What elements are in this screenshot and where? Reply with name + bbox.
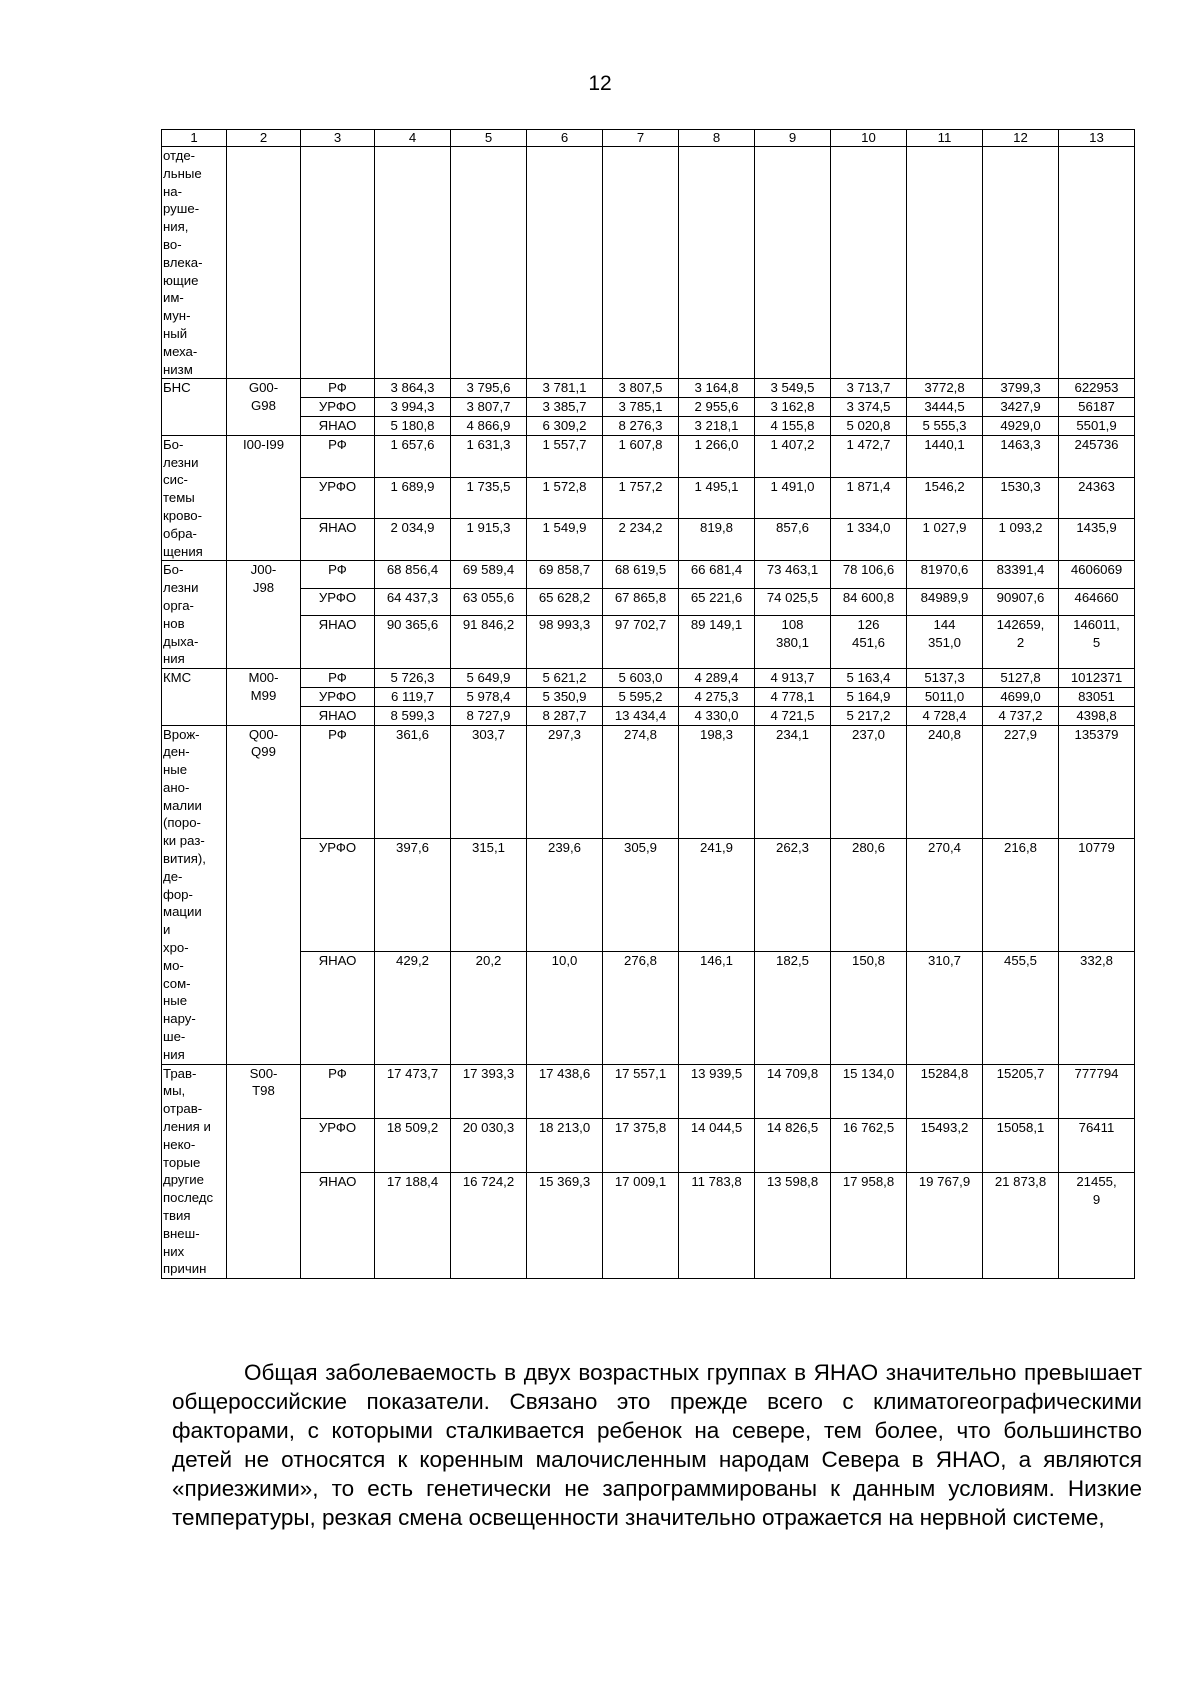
table-cell [983, 147, 1059, 379]
table-cell: 8 599,3 [375, 706, 451, 725]
table-cell: 1 334,0 [831, 519, 907, 561]
table-cell: 84 600,8 [831, 588, 907, 615]
table-cell: 3427,9 [983, 398, 1059, 417]
table-header-row [162, 130, 1135, 147]
table-cell: 1 607,8 [603, 435, 679, 477]
table-cell: 5 180,8 [375, 416, 451, 435]
table-cell: 97 702,7 [603, 615, 679, 668]
table-cell: 13 434,4 [603, 706, 679, 725]
table-cell: 5 163,4 [831, 669, 907, 688]
table-cell: 1 557,7 [527, 435, 603, 477]
table-cell: 65 628,2 [527, 588, 603, 615]
table-cell: 1 093,2 [983, 519, 1059, 561]
table-cell: 5 555,3 [907, 416, 983, 435]
table-cell: 3 713,7 [831, 379, 907, 398]
icd-code: I00-I99 [227, 435, 301, 561]
table-cell: 1 572,8 [527, 477, 603, 519]
table-cell [679, 147, 755, 379]
table-cell: 15 134,0 [831, 1064, 907, 1118]
table-cell: 4929,0 [983, 416, 1059, 435]
column-header: 3 [301, 130, 375, 147]
table-cell: 1012371 [1059, 669, 1135, 688]
table-cell: 15 369,3 [527, 1173, 603, 1279]
table-cell: 182,5 [755, 951, 831, 1064]
table-cell: 144 351,0 [907, 615, 983, 668]
table-cell: 84989,9 [907, 588, 983, 615]
table-cell: 4 728,4 [907, 706, 983, 725]
column-header: 2 [227, 130, 301, 147]
table-cell: 21 873,8 [983, 1173, 1059, 1279]
table-cell: 227,9 [983, 725, 1059, 838]
table-cell: 4 330,0 [679, 706, 755, 725]
table-cell: 17 958,8 [831, 1173, 907, 1279]
table-row [162, 477, 1135, 519]
table-row [162, 588, 1135, 615]
table-cell: 455,5 [983, 951, 1059, 1064]
table-row [162, 1173, 1135, 1279]
table-cell: 78 106,6 [831, 561, 907, 588]
table-cell: 83391,4 [983, 561, 1059, 588]
table-cell: 5 350,9 [527, 687, 603, 706]
region-label: ЯНАО [301, 615, 375, 668]
column-header: 12 [983, 130, 1059, 147]
table-row [162, 687, 1135, 706]
table-cell: 397,6 [375, 838, 451, 951]
table-cell: 14 826,5 [755, 1119, 831, 1173]
table-cell: 262,3 [755, 838, 831, 951]
table-cell: 1 689,9 [375, 477, 451, 519]
table-cell: 4 737,2 [983, 706, 1059, 725]
column-header: 8 [679, 130, 755, 147]
table-cell: 5 726,3 [375, 669, 451, 688]
table-cell: 237,0 [831, 725, 907, 838]
table-cell: 819,8 [679, 519, 755, 561]
table-cell: 69 858,7 [527, 561, 603, 588]
disease-group-name: БНС [162, 379, 227, 435]
region-label: РФ [301, 669, 375, 688]
table-cell: 17 009,1 [603, 1173, 679, 1279]
table-cell: 10779 [1059, 838, 1135, 951]
table-cell: 1 735,5 [451, 477, 527, 519]
table-cell: 14 709,8 [755, 1064, 831, 1118]
table-cell: 81970,6 [907, 561, 983, 588]
disease-group-name: Трав- мы, отрав- ления и неко- торые другие последс твия внеш- них причин [162, 1064, 227, 1279]
table-cell: 150,8 [831, 951, 907, 1064]
table-cell: 2 234,2 [603, 519, 679, 561]
table-cell: 5 164,9 [831, 687, 907, 706]
page-number: 12 [588, 72, 612, 95]
table-cell: 1 266,0 [679, 435, 755, 477]
table-cell: 1 915,3 [451, 519, 527, 561]
table-cell: 3 549,5 [755, 379, 831, 398]
table-cell: 64 437,3 [375, 588, 451, 615]
table-cell: 3 807,5 [603, 379, 679, 398]
table-cell: 1 027,9 [907, 519, 983, 561]
disease-group-name: Бо- лезни сис- темы крово- обра- щения [162, 435, 227, 561]
table-cell: 305,9 [603, 838, 679, 951]
table-cell: 1 631,3 [451, 435, 527, 477]
disease-group-name: Бо- лезни орга- нов дыха- ния [162, 561, 227, 669]
table-cell: 5 621,2 [527, 669, 603, 688]
table-cell: 17 557,1 [603, 1064, 679, 1118]
table-row [162, 379, 1135, 398]
table-cell: 5 978,4 [451, 687, 527, 706]
table-cell: 68 619,5 [603, 561, 679, 588]
table-cell: 240,8 [907, 725, 983, 838]
table-cell: 777794 [1059, 1064, 1135, 1118]
region-label: ЯНАО [301, 416, 375, 435]
table-cell: 90 365,6 [375, 615, 451, 668]
region-label: ЯНАО [301, 519, 375, 561]
table-cell: 1440,1 [907, 435, 983, 477]
table-cell: 310,7 [907, 951, 983, 1064]
table-cell: 135379 [1059, 725, 1135, 838]
table-cell: 108 380,1 [755, 615, 831, 668]
table-cell: 5 595,2 [603, 687, 679, 706]
table-cell: 15205,7 [983, 1064, 1059, 1118]
table-cell: 241,9 [679, 838, 755, 951]
column-header: 1 [162, 130, 227, 147]
table-cell: 15058,1 [983, 1119, 1059, 1173]
body-paragraph: Общая заболеваемость в двух возрастных группах в ЯНАО значительно превышает общероссийские показатели. Связано это прежде всего с климатогеографическими факторами, с которыми сталкивается ребенок на севере, тем более, что большинство детей не относятся к коренным малочисленным народам Севера в ЯНАО, а являются «приезжими», то есть генетически не запрограммированы к данным условиям. Низкие температуры, резкая смена освещенности значительно отражается на нервной системе, [172, 1360, 1142, 1530]
table-cell: 3 785,1 [603, 398, 679, 417]
table-cell: 245736 [1059, 435, 1135, 477]
table-cell: 8 287,7 [527, 706, 603, 725]
table-cell: 3 807,7 [451, 398, 527, 417]
table-cell: 3 218,1 [679, 416, 755, 435]
table-cell: 17 393,3 [451, 1064, 527, 1118]
table-cell: 1 757,2 [603, 477, 679, 519]
table-row [162, 1119, 1135, 1173]
table-cell: 8 276,3 [603, 416, 679, 435]
table-cell: 18 509,2 [375, 1119, 451, 1173]
table-cell: 3 374,5 [831, 398, 907, 417]
table-row [162, 561, 1135, 588]
table-cell: 13 939,5 [679, 1064, 755, 1118]
disease-group-name: КМС [162, 669, 227, 725]
table-cell [527, 147, 603, 379]
table-cell: 857,6 [755, 519, 831, 561]
table-cell: 98 993,3 [527, 615, 603, 668]
table-cell: 8 727,9 [451, 706, 527, 725]
table-cell [831, 147, 907, 379]
table-cell: 17 438,6 [527, 1064, 603, 1118]
table-cell: 1 549,9 [527, 519, 603, 561]
table-cell: 83051 [1059, 687, 1135, 706]
region-label: УРФО [301, 838, 375, 951]
region-label [301, 147, 375, 379]
table-cell: 1 871,4 [831, 477, 907, 519]
table-cell: 1530,3 [983, 477, 1059, 519]
table-cell: 5 603,0 [603, 669, 679, 688]
table-cell: 5127,8 [983, 669, 1059, 688]
region-label: УРФО [301, 1119, 375, 1173]
table-cell: 280,6 [831, 838, 907, 951]
table-cell: 17 375,8 [603, 1119, 679, 1173]
table-cell: 464660 [1059, 588, 1135, 615]
table-cell: 24363 [1059, 477, 1135, 519]
table-cell: 1435,9 [1059, 519, 1135, 561]
table-cell: 74 025,5 [755, 588, 831, 615]
table-cell: 3799,3 [983, 379, 1059, 398]
table-cell: 13 598,8 [755, 1173, 831, 1279]
table-cell: 66 681,4 [679, 561, 755, 588]
table-cell: 3 994,3 [375, 398, 451, 417]
table-cell [1059, 147, 1135, 379]
column-header: 11 [907, 130, 983, 147]
column-header: 4 [375, 130, 451, 147]
table-cell: 15493,2 [907, 1119, 983, 1173]
table-cell: 10,0 [527, 951, 603, 1064]
table-row [162, 725, 1135, 838]
table-row [162, 615, 1135, 668]
table-cell: 2 955,6 [679, 398, 755, 417]
column-header: 13 [1059, 130, 1135, 147]
table-cell: 4 913,7 [755, 669, 831, 688]
region-label: РФ [301, 435, 375, 477]
icd-code: J00- J98 [227, 561, 301, 669]
table-cell: 5501,9 [1059, 416, 1135, 435]
table-cell: 5 020,8 [831, 416, 907, 435]
table-cell: 3 162,8 [755, 398, 831, 417]
icd-code [227, 147, 301, 379]
table-row [162, 1064, 1135, 1118]
table-row [162, 147, 1135, 379]
table-cell: 622953 [1059, 379, 1135, 398]
table-cell: 17 473,7 [375, 1064, 451, 1118]
table-cell: 3444,5 [907, 398, 983, 417]
table-cell: 146,1 [679, 951, 755, 1064]
table-row [162, 435, 1135, 477]
icd-code: M00- M99 [227, 669, 301, 725]
table-cell: 3 164,8 [679, 379, 755, 398]
table-cell: 276,8 [603, 951, 679, 1064]
table-cell: 19 767,9 [907, 1173, 983, 1279]
table-cell: 21455, 9 [1059, 1173, 1135, 1279]
table-row [162, 838, 1135, 951]
table-cell: 6 309,2 [527, 416, 603, 435]
table-cell: 274,8 [603, 725, 679, 838]
table-cell: 361,6 [375, 725, 451, 838]
table-cell: 65 221,6 [679, 588, 755, 615]
table-cell: 67 865,8 [603, 588, 679, 615]
table-cell: 3 795,6 [451, 379, 527, 398]
region-label: РФ [301, 725, 375, 838]
table-cell: 4606069 [1059, 561, 1135, 588]
table-cell: 1546,2 [907, 477, 983, 519]
region-label: ЯНАО [301, 951, 375, 1064]
table-cell: 5 217,2 [831, 706, 907, 725]
table-body [162, 147, 1135, 1279]
table-cell [603, 147, 679, 379]
table-cell: 4 275,3 [679, 687, 755, 706]
disease-group-name: Врож- ден- ные ано- малии (поро- ки раз- вития), де- фор- мации и хро- мо- сом- ные нару- ше- ния [162, 725, 227, 1064]
table-cell: 303,7 [451, 725, 527, 838]
table-cell: 90907,6 [983, 588, 1059, 615]
table-cell: 6 119,7 [375, 687, 451, 706]
table-cell: 198,3 [679, 725, 755, 838]
table-row [162, 669, 1135, 688]
table-cell [375, 147, 451, 379]
table-cell: 4 866,9 [451, 416, 527, 435]
icd-code: G00- G98 [227, 379, 301, 435]
table-cell: 5137,3 [907, 669, 983, 688]
table-cell: 16 724,2 [451, 1173, 527, 1279]
table-cell: 4 289,4 [679, 669, 755, 688]
table-cell: 1463,3 [983, 435, 1059, 477]
table-cell: 63 055,6 [451, 588, 527, 615]
table-row [162, 519, 1135, 561]
region-label: РФ [301, 1064, 375, 1118]
table-cell: 15284,8 [907, 1064, 983, 1118]
table-cell: 315,1 [451, 838, 527, 951]
table-row [162, 951, 1135, 1064]
table-cell: 126 451,6 [831, 615, 907, 668]
table-cell: 3 781,1 [527, 379, 603, 398]
table-cell: 16 762,5 [831, 1119, 907, 1173]
table-row [162, 706, 1135, 725]
table-cell: 76411 [1059, 1119, 1135, 1173]
region-label: УРФО [301, 398, 375, 417]
table-cell: 4 155,8 [755, 416, 831, 435]
region-label: УРФО [301, 477, 375, 519]
table-cell: 146011, 5 [1059, 615, 1135, 668]
table-cell: 234,1 [755, 725, 831, 838]
table-cell [755, 147, 831, 379]
table-cell: 1 495,1 [679, 477, 755, 519]
table-cell: 1 657,6 [375, 435, 451, 477]
column-header: 9 [755, 130, 831, 147]
table-cell: 3772,8 [907, 379, 983, 398]
table-cell: 20 030,3 [451, 1119, 527, 1173]
region-label: РФ [301, 379, 375, 398]
table-cell: 20,2 [451, 951, 527, 1064]
morbidity-table [161, 129, 1135, 1279]
table-cell: 14 044,5 [679, 1119, 755, 1173]
table-cell: 216,8 [983, 838, 1059, 951]
table-cell: 56187 [1059, 398, 1135, 417]
table-cell: 429,2 [375, 951, 451, 1064]
table-row [162, 398, 1135, 417]
table-cell: 4699,0 [983, 687, 1059, 706]
table-cell: 73 463,1 [755, 561, 831, 588]
region-label: РФ [301, 561, 375, 588]
column-header: 6 [527, 130, 603, 147]
table-cell: 5011,0 [907, 687, 983, 706]
table-cell: 270,4 [907, 838, 983, 951]
table-cell: 11 783,8 [679, 1173, 755, 1279]
table-cell: 69 589,4 [451, 561, 527, 588]
table-cell: 1 407,2 [755, 435, 831, 477]
table-cell: 1 491,0 [755, 477, 831, 519]
region-label: УРФО [301, 687, 375, 706]
table-cell: 5 649,9 [451, 669, 527, 688]
region-label: ЯНАО [301, 706, 375, 725]
table-cell: 89 149,1 [679, 615, 755, 668]
table-cell: 297,3 [527, 725, 603, 838]
column-header: 10 [831, 130, 907, 147]
table-cell: 3 385,7 [527, 398, 603, 417]
table-cell: 4 721,5 [755, 706, 831, 725]
region-label: ЯНАО [301, 1173, 375, 1279]
table-cell [451, 147, 527, 379]
table-cell: 68 856,4 [375, 561, 451, 588]
column-header: 5 [451, 130, 527, 147]
table-cell: 332,8 [1059, 951, 1135, 1064]
table-cell: 239,6 [527, 838, 603, 951]
table-row [162, 416, 1135, 435]
table-cell: 2 034,9 [375, 519, 451, 561]
icd-code: S00- T98 [227, 1064, 301, 1279]
table-cell: 91 846,2 [451, 615, 527, 668]
table-cell: 142659, 2 [983, 615, 1059, 668]
table-cell [907, 147, 983, 379]
table-cell: 1 472,7 [831, 435, 907, 477]
table-cell: 17 188,4 [375, 1173, 451, 1279]
table-cell: 18 213,0 [527, 1119, 603, 1173]
icd-code: Q00- Q99 [227, 725, 301, 1064]
column-header: 7 [603, 130, 679, 147]
table-cell: 3 864,3 [375, 379, 451, 398]
table-cell: 4 778,1 [755, 687, 831, 706]
region-label: УРФО [301, 588, 375, 615]
disease-group-name: отде- льные на- руше- ния, во- влека- ющие им- мун- ный меха- низм [162, 147, 227, 379]
table-cell: 4398,8 [1059, 706, 1135, 725]
